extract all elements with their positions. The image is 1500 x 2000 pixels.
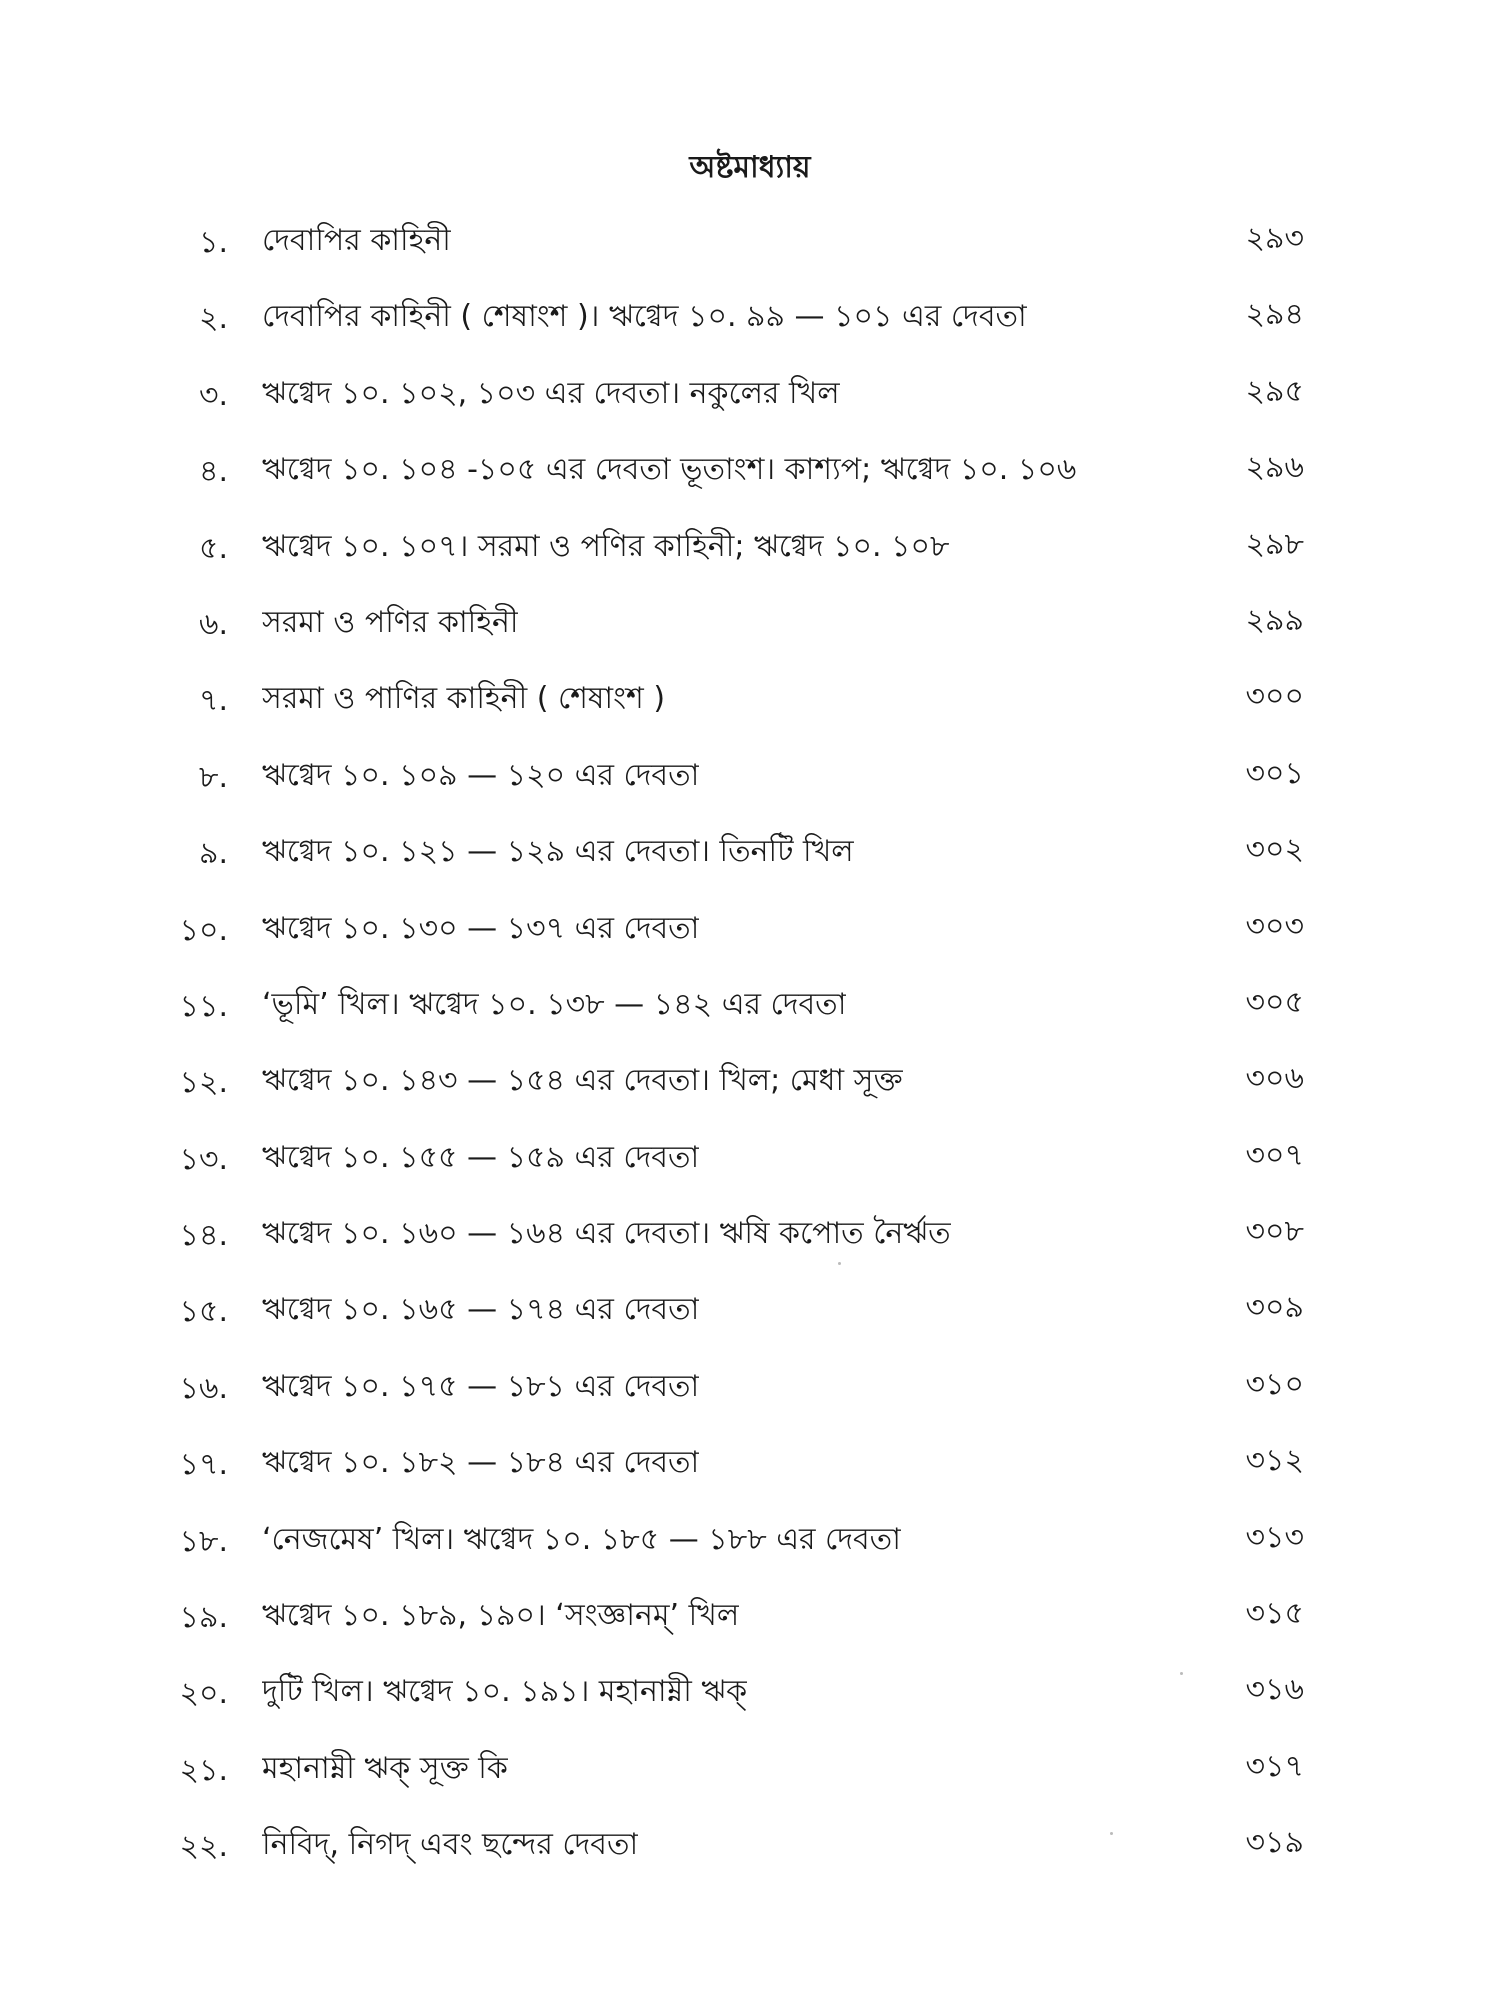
toc-entry	[0, 1055, 1500, 1131]
entry-number: ১৩.	[179, 1141, 228, 1177]
entry-page-number: ৩০১	[1245, 755, 1304, 791]
entry-number: ৩.	[198, 377, 228, 413]
entry-title: ঋগ্বেদ ১০. ১২১ — ১২৯ এর দেবতা। তিনটি খিল	[262, 834, 854, 870]
entry-title: ‘নেজমেষ’ খিল। ঋগ্বেদ ১০. ১৮৫ — ১৮৮ এর দেবতা	[262, 1521, 901, 1557]
entry-page-number: ৩১৬	[1245, 1672, 1304, 1708]
entry-page-number: ৩১২	[1245, 1443, 1304, 1479]
entry-title: দেবাপির কাহিনী ( শেষাংশ )। ঋগ্বেদ ১০. ৯৯ — ১০১ এর দেবতা	[262, 299, 1027, 335]
entry-page-number: ৩০৩	[1245, 908, 1304, 944]
entry-number: ৬.	[198, 606, 228, 642]
toc-entry	[0, 1743, 1500, 1819]
entry-title: ঋগ্বেদ ১০. ১৮২ — ১৮৪ এর দেবতা	[262, 1445, 700, 1481]
entry-number: ১.	[198, 225, 228, 260]
toc-entry	[0, 826, 1500, 902]
toc-entry	[0, 1514, 1500, 1590]
entry-page-number: ২৯৮	[1245, 526, 1304, 562]
entry-page-number: ৩০০	[1245, 679, 1304, 715]
toc-entry	[0, 291, 1500, 367]
scan-speck	[1180, 1672, 1183, 1675]
entry-page-number: ৩০৬	[1245, 1061, 1304, 1097]
entry-page-number: ৩০৫	[1245, 984, 1304, 1020]
entry-title: নিবিদ্, নিগদ্ এবং ছন্দের দেবতা	[262, 1827, 639, 1863]
entry-page-number: ৩০৮	[1245, 1214, 1304, 1250]
entry-page-number: ২৯৪	[1245, 297, 1304, 333]
toc-entry	[0, 1666, 1500, 1742]
entry-title: ঋগ্বেদ ১০. ১৩০ — ১৩৭ এর দেবতা	[262, 910, 700, 946]
entry-page-number: ৩০৭	[1245, 1137, 1304, 1173]
entry-page-number: ৩১০	[1245, 1366, 1304, 1402]
entry-number: ৯.	[198, 836, 228, 872]
entry-title: ঋগ্বেদ ১০. ১৮৯, ১৯০। ‘সংজ্ঞানম্’ খিল	[262, 1598, 740, 1634]
toc-entry	[0, 1208, 1500, 1284]
entry-number: ১৭.	[179, 1447, 228, 1483]
toc-entry	[0, 1132, 1500, 1208]
entry-page-number: ৩১৭	[1245, 1748, 1304, 1784]
entry-page-number: ২৯৬	[1245, 450, 1304, 486]
entry-page-number: ৩১৫	[1245, 1596, 1304, 1632]
toc-entry	[0, 1819, 1500, 1895]
entry-title: ঋগ্বেদ ১০. ১৭৫ — ১৮১ এর দেবতা	[262, 1368, 700, 1404]
scan-speck	[838, 1262, 841, 1265]
toc-entry	[0, 673, 1500, 749]
entry-page-number: ৩০৯	[1245, 1290, 1304, 1326]
toc-entry	[0, 444, 1500, 520]
toc-entry	[0, 1361, 1500, 1437]
toc-entry	[0, 903, 1500, 979]
entry-number: ১০.	[179, 912, 228, 948]
entry-title: মহানাম্নী ঋক্ সূক্ত কি	[262, 1750, 508, 1786]
entry-title: ‘ভূমি’ খিল। ঋগ্বেদ ১০. ১৩৮ — ১৪২ এর দেবতা	[262, 986, 847, 1022]
toc-entry	[0, 597, 1500, 673]
entry-page-number: ৩০২	[1245, 832, 1304, 868]
chapter-heading: অষ্টমাধ্যায়	[689, 150, 811, 185]
entry-page-number: ২৯৯	[1245, 602, 1304, 638]
entry-page-number: ৩১৩	[1245, 1519, 1304, 1555]
entry-title: ঋগ্বেদ ১০. ১০২, ১০৩ এর দেবতা। নকুলের খিল	[262, 375, 840, 411]
scan-speck	[1110, 1832, 1113, 1835]
entry-number: ৪.	[198, 454, 228, 490]
entry-number: ৫.	[198, 530, 228, 566]
entry-title: ঋগ্বেদ ১০. ১৫৫ — ১৫৯ এর দেবতা	[262, 1139, 700, 1175]
entry-title: সরমা ও পাণির কাহিনী ( শেষাংশ )	[262, 681, 666, 717]
entry-title: ঋগ্বেদ ১০. ১৬৫ — ১৭৪ এর দেবতা	[262, 1292, 700, 1328]
entry-title: ঋগ্বেদ ১০. ১০৪ -১০৫ এর দেবতা ভূতাংশ। কাশ্যপ; ঋগ্বেদ ১০. ১০৬	[262, 452, 1077, 488]
entry-title: ঋগ্বেদ ১০. ১০৭। সরমা ও পণির কাহিনী; ঋগ্বেদ ১০. ১০৮	[262, 528, 950, 564]
entry-number: ১৪.	[179, 1218, 228, 1254]
toc-entry	[0, 1590, 1500, 1666]
toc-entry	[0, 750, 1500, 826]
entry-title: ঋগ্বেদ ১০. ১৬০ — ১৬৪ এর দেবতা। ঋষি কপোত নৈর্ঋত	[262, 1216, 951, 1252]
toc-entry	[0, 1284, 1500, 1360]
entry-number: ১৮.	[179, 1523, 228, 1559]
entry-number: ১৯.	[179, 1600, 228, 1636]
entry-page-number: ৩১৯	[1245, 1825, 1304, 1861]
entry-number: ১১.	[179, 988, 228, 1024]
entry-number: ২.	[198, 301, 228, 337]
entry-number: ২২.	[179, 1829, 228, 1865]
entry-title: ঋগ্বেদ ১০. ১০৯ — ১২০ এর দেবতা	[262, 757, 700, 793]
toc-entry	[0, 215, 1500, 291]
entry-number: ২১.	[179, 1752, 228, 1788]
entry-number: ৭.	[198, 683, 228, 719]
table-of-contents	[0, 215, 1500, 1896]
entry-number: ১২.	[179, 1065, 228, 1101]
toc-entry	[0, 521, 1500, 597]
entry-number: ২০.	[179, 1676, 228, 1712]
entry-page-number: ২৯৩	[1245, 221, 1304, 256]
entry-number: ১৫.	[179, 1294, 228, 1330]
toc-entry	[0, 1437, 1500, 1513]
entry-title: সরমা ও পণির কাহিনী	[262, 604, 519, 640]
toc-entry	[0, 979, 1500, 1055]
entry-number: ৮.	[198, 759, 228, 795]
entry-title: দুটি খিল। ঋগ্বেদ ১০. ১৯১। মহানাম্নী ঋক্	[262, 1674, 748, 1710]
entry-title: দেবাপির কাহিনী	[262, 223, 451, 258]
toc-entry	[0, 368, 1500, 444]
entry-title: ঋগ্বেদ ১০. ১৪৩ — ১৫৪ এর দেবতা। খিল; মেধা সূক্ত	[262, 1063, 903, 1099]
entry-page-number: ২৯৫	[1245, 373, 1304, 409]
entry-number: ১৬.	[179, 1370, 228, 1406]
